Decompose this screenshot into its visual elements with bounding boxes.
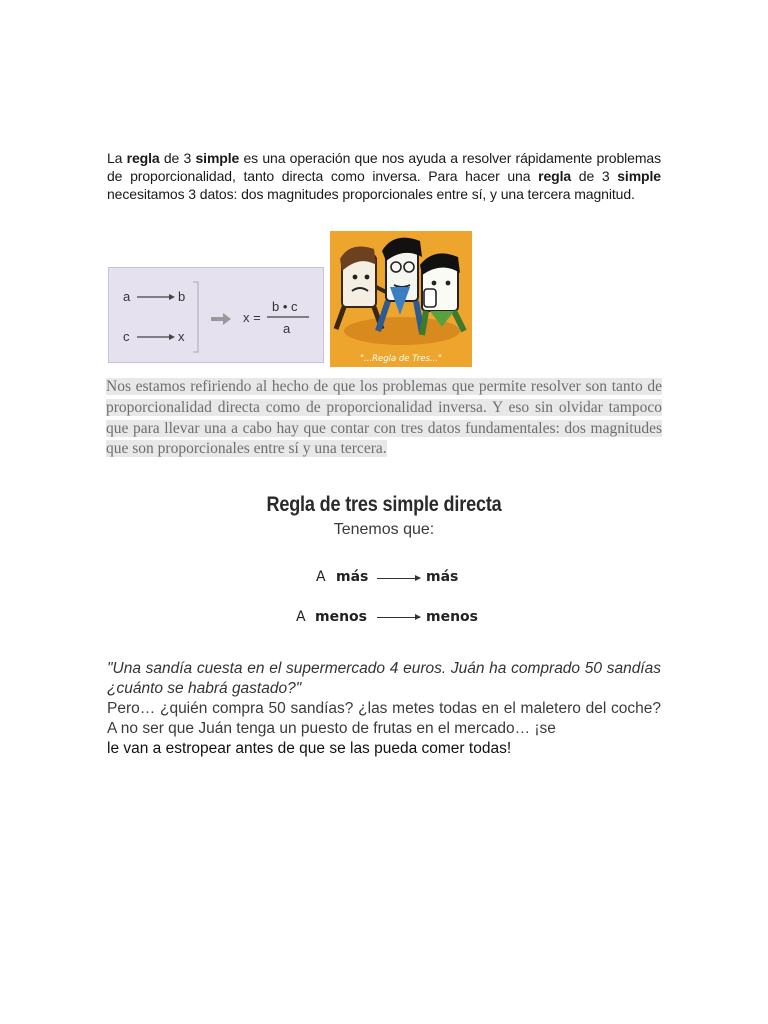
section-subtitle: Tenemos que: (333, 521, 435, 538)
story-last-line: le van a estropear antes de que se las pueda comer todas! (107, 740, 512, 757)
intro-bold-regla: regla (538, 168, 572, 184)
intro-bold-simple: simple (195, 150, 240, 166)
story-paragraph (107, 659, 661, 759)
intro-text: de 3 (159, 150, 196, 166)
intro-text: de 3 (571, 168, 618, 184)
formula-a: a (123, 289, 131, 304)
rule-row2-arrow-icon (377, 617, 420, 618)
intro-bold-regla: regla (126, 150, 160, 166)
cartoon-caption: "...Regla de Tres..." (360, 354, 442, 364)
rule-row1-prefix: A (316, 569, 326, 585)
regla-de-tres-cartoon (330, 231, 472, 367)
rule-row2-prefix: A (296, 609, 306, 625)
implies-arrow-icon (211, 313, 231, 325)
rule-row1-left: más (336, 569, 369, 585)
formula-result-var: x = (243, 310, 261, 325)
explanation-text: Nos estamos refiriendo al hecho de que los problemas que permite resolver son tanto de proporcionalidad directa como de proporcionalidad inversa. Y eso sin olvidar tampoco que para llevar una a cabo hay que contar con tres datos fundamentales: dos magnitudes que son proporcionales entre sí y una tercera. (106, 378, 662, 458)
rule-row2-right: menos (426, 609, 479, 625)
formula-c: c (123, 329, 130, 344)
section-title: Regla de tres simple directa (266, 493, 502, 516)
explanation-paragraph (106, 377, 662, 460)
cartoon-illustration (330, 231, 472, 367)
intro-text: es una operación que nos ayuda a resolver rápidamente problemas de proporcionalidad, tanto directa como inversa. Para hacer una (107, 150, 661, 184)
intro-text: La (107, 150, 127, 166)
rule-of-three-formula-image (108, 267, 324, 363)
rule-row1-right: más (426, 569, 459, 585)
intro-text: necesitamos 3 datos: dos magnitudes proporcionales entre sí, y una tercera magnitud. (107, 186, 635, 202)
intro-bold-simple: simple (617, 168, 661, 184)
formula-numerator: b • c (272, 299, 298, 314)
formula-denominator: a (283, 321, 291, 336)
formula-x: x (178, 329, 185, 344)
rule-row2-left: menos (315, 609, 368, 625)
story-question: "Una sandía cuesta en el supermercado 4 euros. Juán ha comprado 50 sandías ¿cuánto se habrá gastado?" (107, 660, 661, 697)
formula-b: b (178, 289, 186, 304)
intro-paragraph (107, 149, 661, 203)
rule-row1-arrow-icon (377, 578, 420, 579)
story-body: Pero… ¿quién compra 50 sandías? ¿las metes todas en el maletero del coche? A no ser que Juán tenga un puesto de frutas en el mercado… ¡se (107, 700, 661, 737)
formula-diagram (109, 268, 325, 364)
